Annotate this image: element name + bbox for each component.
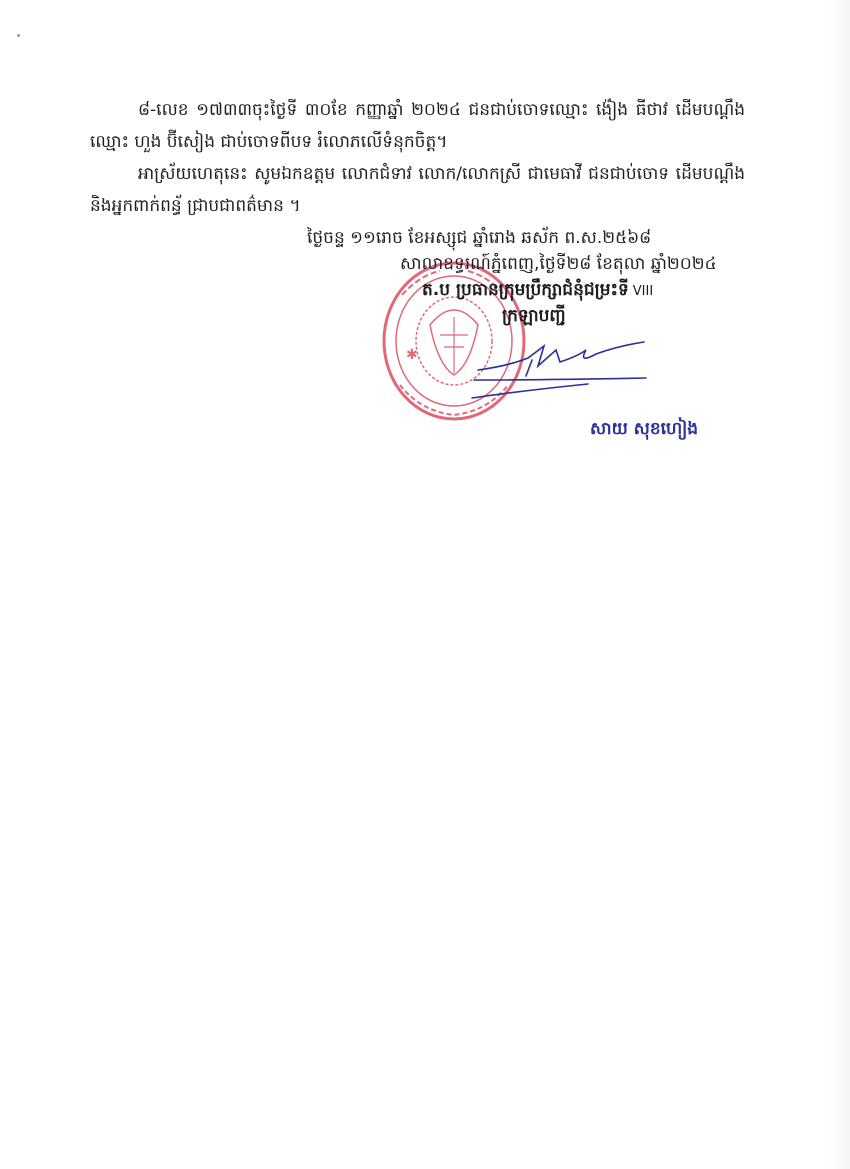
lunar-date: ថ្ងៃចន្ទ ១១រោច ខែអស្សុជ ឆ្នាំរោង ឆស័ក ព.ស.២៥៦៨: [307, 228, 652, 248]
paragraph-notification-text: អាស្រ័យហេតុនេះ សូមឯកឧត្តម លោកជំទាវ លោក/លោកស្រី ជាមេធាវី ជនជាប់ចោទ ដើមបណ្តឹង និងអ្នកពាក់ពន្ធ័ ជ្រាបជាពត៌មាន ។: [90, 164, 745, 216]
paragraph-case-item: [90, 94, 745, 158]
scan-dot: [17, 34, 20, 37]
place-and-date: សាលាឧទ្ធរណ៍ភ្នំពេញ,ថ្ងៃទី២៨ ខែតុលា ឆ្នាំ២០២៤: [400, 254, 717, 274]
handwritten-signature: [468, 336, 658, 406]
chamber-number: VIII: [632, 284, 654, 299]
signatory-office: ក្រឡាបញ្ជី: [502, 306, 566, 326]
svg-text:✱: ✱: [406, 347, 418, 363]
paragraph-case-item-text: ៨-លេខ ១៧៣៣ចុះថ្ងៃទី ៣០ខែ កញ្ញាឆ្នាំ ២០២៤ ជនជាប់ចោទឈ្មោះ ង៉ៀង ធីថាវ ដើមបណ្តឹងឈ្មោះ ហួង ប៊ីសៀង ជាប់ចោទពីបទ រំលោភលើទំនុកចិត្ត។: [90, 100, 745, 152]
paragraph-notification: [90, 158, 745, 222]
signatory-title: ត.ប ប្រធានក្រុមប្រឹក្សាជំនុំជម្រះទី: [422, 280, 629, 300]
signatory-name: សាយ សុខហៀង: [590, 419, 699, 439]
signatory-title-block: [422, 278, 653, 328]
scan-edge-shadow: [828, 0, 850, 1169]
